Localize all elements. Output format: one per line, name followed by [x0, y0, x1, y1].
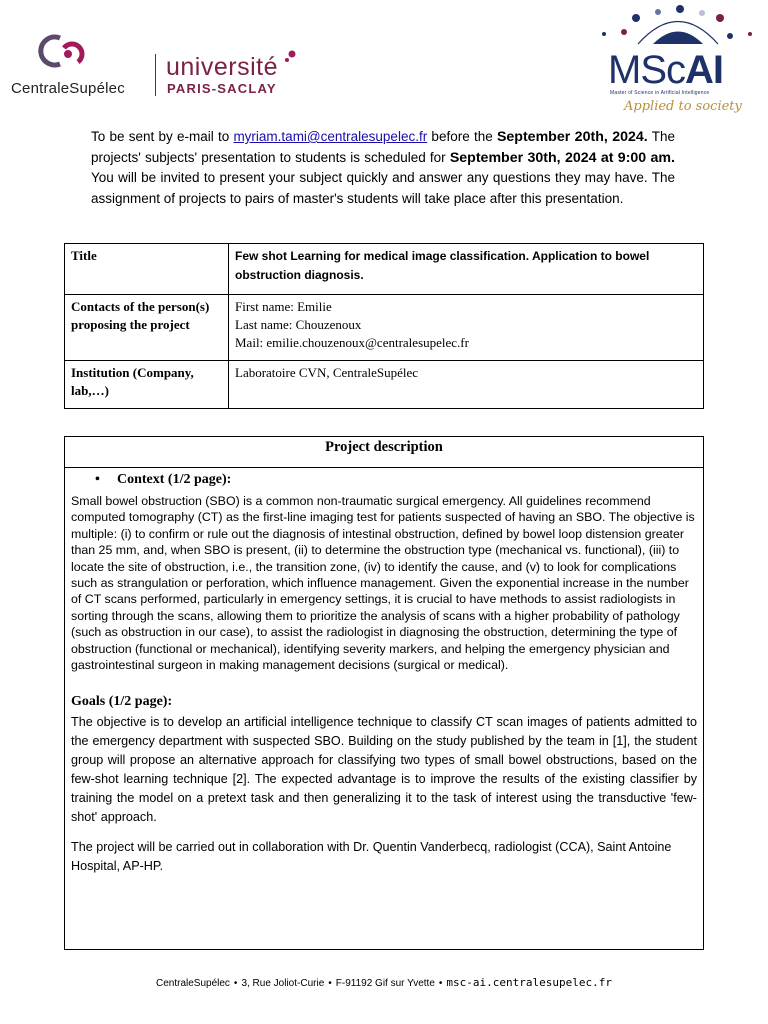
contacts-label: Contacts of the person(s) proposing the project [65, 295, 229, 361]
footer-website-link[interactable]: msc-ai.centralesupelec.fr [446, 976, 612, 989]
mscai-network-icon [598, 4, 758, 54]
footer-bullet: • [438, 978, 443, 989]
footer-address: 3, Rue Joliot-Curie [241, 978, 325, 989]
mail: Mail: emilie.chouzenoux@centralesupelec.fr [235, 335, 469, 350]
intro-text-4: You will be invited to present your subject quickly and answer any questions they may have. The assignment of projects to pairs of master's students will take place after this presentation. [91, 170, 675, 206]
table-row [65, 361, 704, 409]
first-name: First name: Emilie [235, 299, 332, 314]
mscai-logo [598, 4, 758, 122]
logo-separator [155, 54, 156, 96]
footer-city: F-91192 Gif sur Yvette [335, 978, 435, 989]
title-label: Title [65, 244, 229, 295]
intro-text-3: The projects' subjects' presentation to students is scheduled for [91, 129, 675, 165]
context-heading [95, 472, 231, 488]
universite-logo-text: université [166, 53, 278, 81]
deadline-date: September 20th, 2024. [496, 129, 648, 145]
collaboration-paragraph: The project will be carried out in collaboration with Dr. Quentin Vanderbecq, radiologist (CCA), Saint Antoine Hospital, AP-HP. [71, 840, 672, 873]
centralesupelec-logo-text: CentraleSupélec [11, 80, 125, 97]
mscai-subtitle: Master of Science in Artificial Intelligence [610, 90, 710, 96]
table-row [65, 244, 704, 295]
mscai-prefix: MSc [608, 48, 685, 92]
centralesupelec-mark-icon [38, 30, 148, 80]
paris-saclay-logo-text: PARIS-SACLAY [167, 81, 277, 96]
intro-text-1: To be sent by e-mail to [91, 129, 234, 144]
mscai-tagline: Applied to society [624, 99, 742, 114]
institution-value: Laboratoire CVN, CentraleSupélec [229, 361, 704, 409]
footer-org: CentraleSupélec [155, 978, 230, 989]
intro-paragraph [91, 127, 675, 209]
contacts-value [229, 295, 704, 361]
project-description-heading: Project description [65, 437, 703, 468]
project-info-table [64, 243, 704, 409]
goals-paragraph: The objective is to develop an artificial intelligence technique to classify CT scan images of patients admitted to the emergency department with suspected SBO. Building on the study published by the team in [1], the student group will propose an alternative approach for classifying two types of small bowel obstructions, based on the few-shot learning technique [2]. The expected advantage is to improve the results of the existing classifier by training the model on a pretext task and then generalizing it to the task of interest using the transductive 'few-shot' approach. [71, 715, 697, 824]
project-description-box [64, 436, 704, 950]
centralesupelec-logo [10, 30, 150, 100]
context-paragraph: Small bowel obstruction (SBO) is a common non-traumatic surgical emergency. All guidelines recommend computed tomography (CT) as the first-line imaging test for patients suspected of having an SBO. The objective is multiple: (i) to confirm or rule out the diagnosis of intestinal obstruction, defined by bowel loop distension greater than 25 mm, and, when SBO is present, (ii) to determine the obstruction type (mechanical vs. functional), (iii) to locate the site of obstruction, i.e., the transition zone, (iv) to identify the cause, and (v) to look for complications such as strangulation or perforation, which influence management. Given the exponential increase in the number of CT scans performed, particularly in emergency settings, it is crucial to have methods to assist radiologists in sorting through the scans, allowing them to prioritize the analysis of scans with a higher probability of pathology (such as obstruction in our case), to assist the radiologist in diagnosing the obstruction, determining the type of obstruction (functional or mechanical), identifying severity markers, and helping the emergency physician and gastrointestinal surgeon in making management decisions (surgical or medical). [71, 494, 695, 673]
last-name: Last name: Chouzenoux [235, 317, 362, 332]
page-footer [0, 976, 768, 989]
mscai-logo-text [608, 50, 723, 90]
footer-bullet: • [328, 978, 332, 989]
mscai-suffix: AI [685, 48, 723, 92]
intro-text-2: before the [427, 129, 497, 144]
universite-accent-icon [284, 48, 300, 64]
goals-heading: Goals (1/2 page): [71, 694, 173, 709]
context-heading-text: Context (1/2 page): [117, 472, 232, 487]
table-row [65, 295, 704, 361]
bullet-icon: • [95, 472, 100, 487]
presentation-date: September 30th, 2024 at 9:00 am. [449, 149, 675, 166]
contact-email-link[interactable]: myriam.tami@centralesupelec.fr [233, 129, 428, 144]
title-value: Few shot Learning for medical image classification. Application to bowel obstruction diagnosis. [229, 244, 704, 295]
institution-label: Institution (Company, lab,…) [65, 361, 229, 409]
footer-bullet: • [233, 978, 238, 989]
